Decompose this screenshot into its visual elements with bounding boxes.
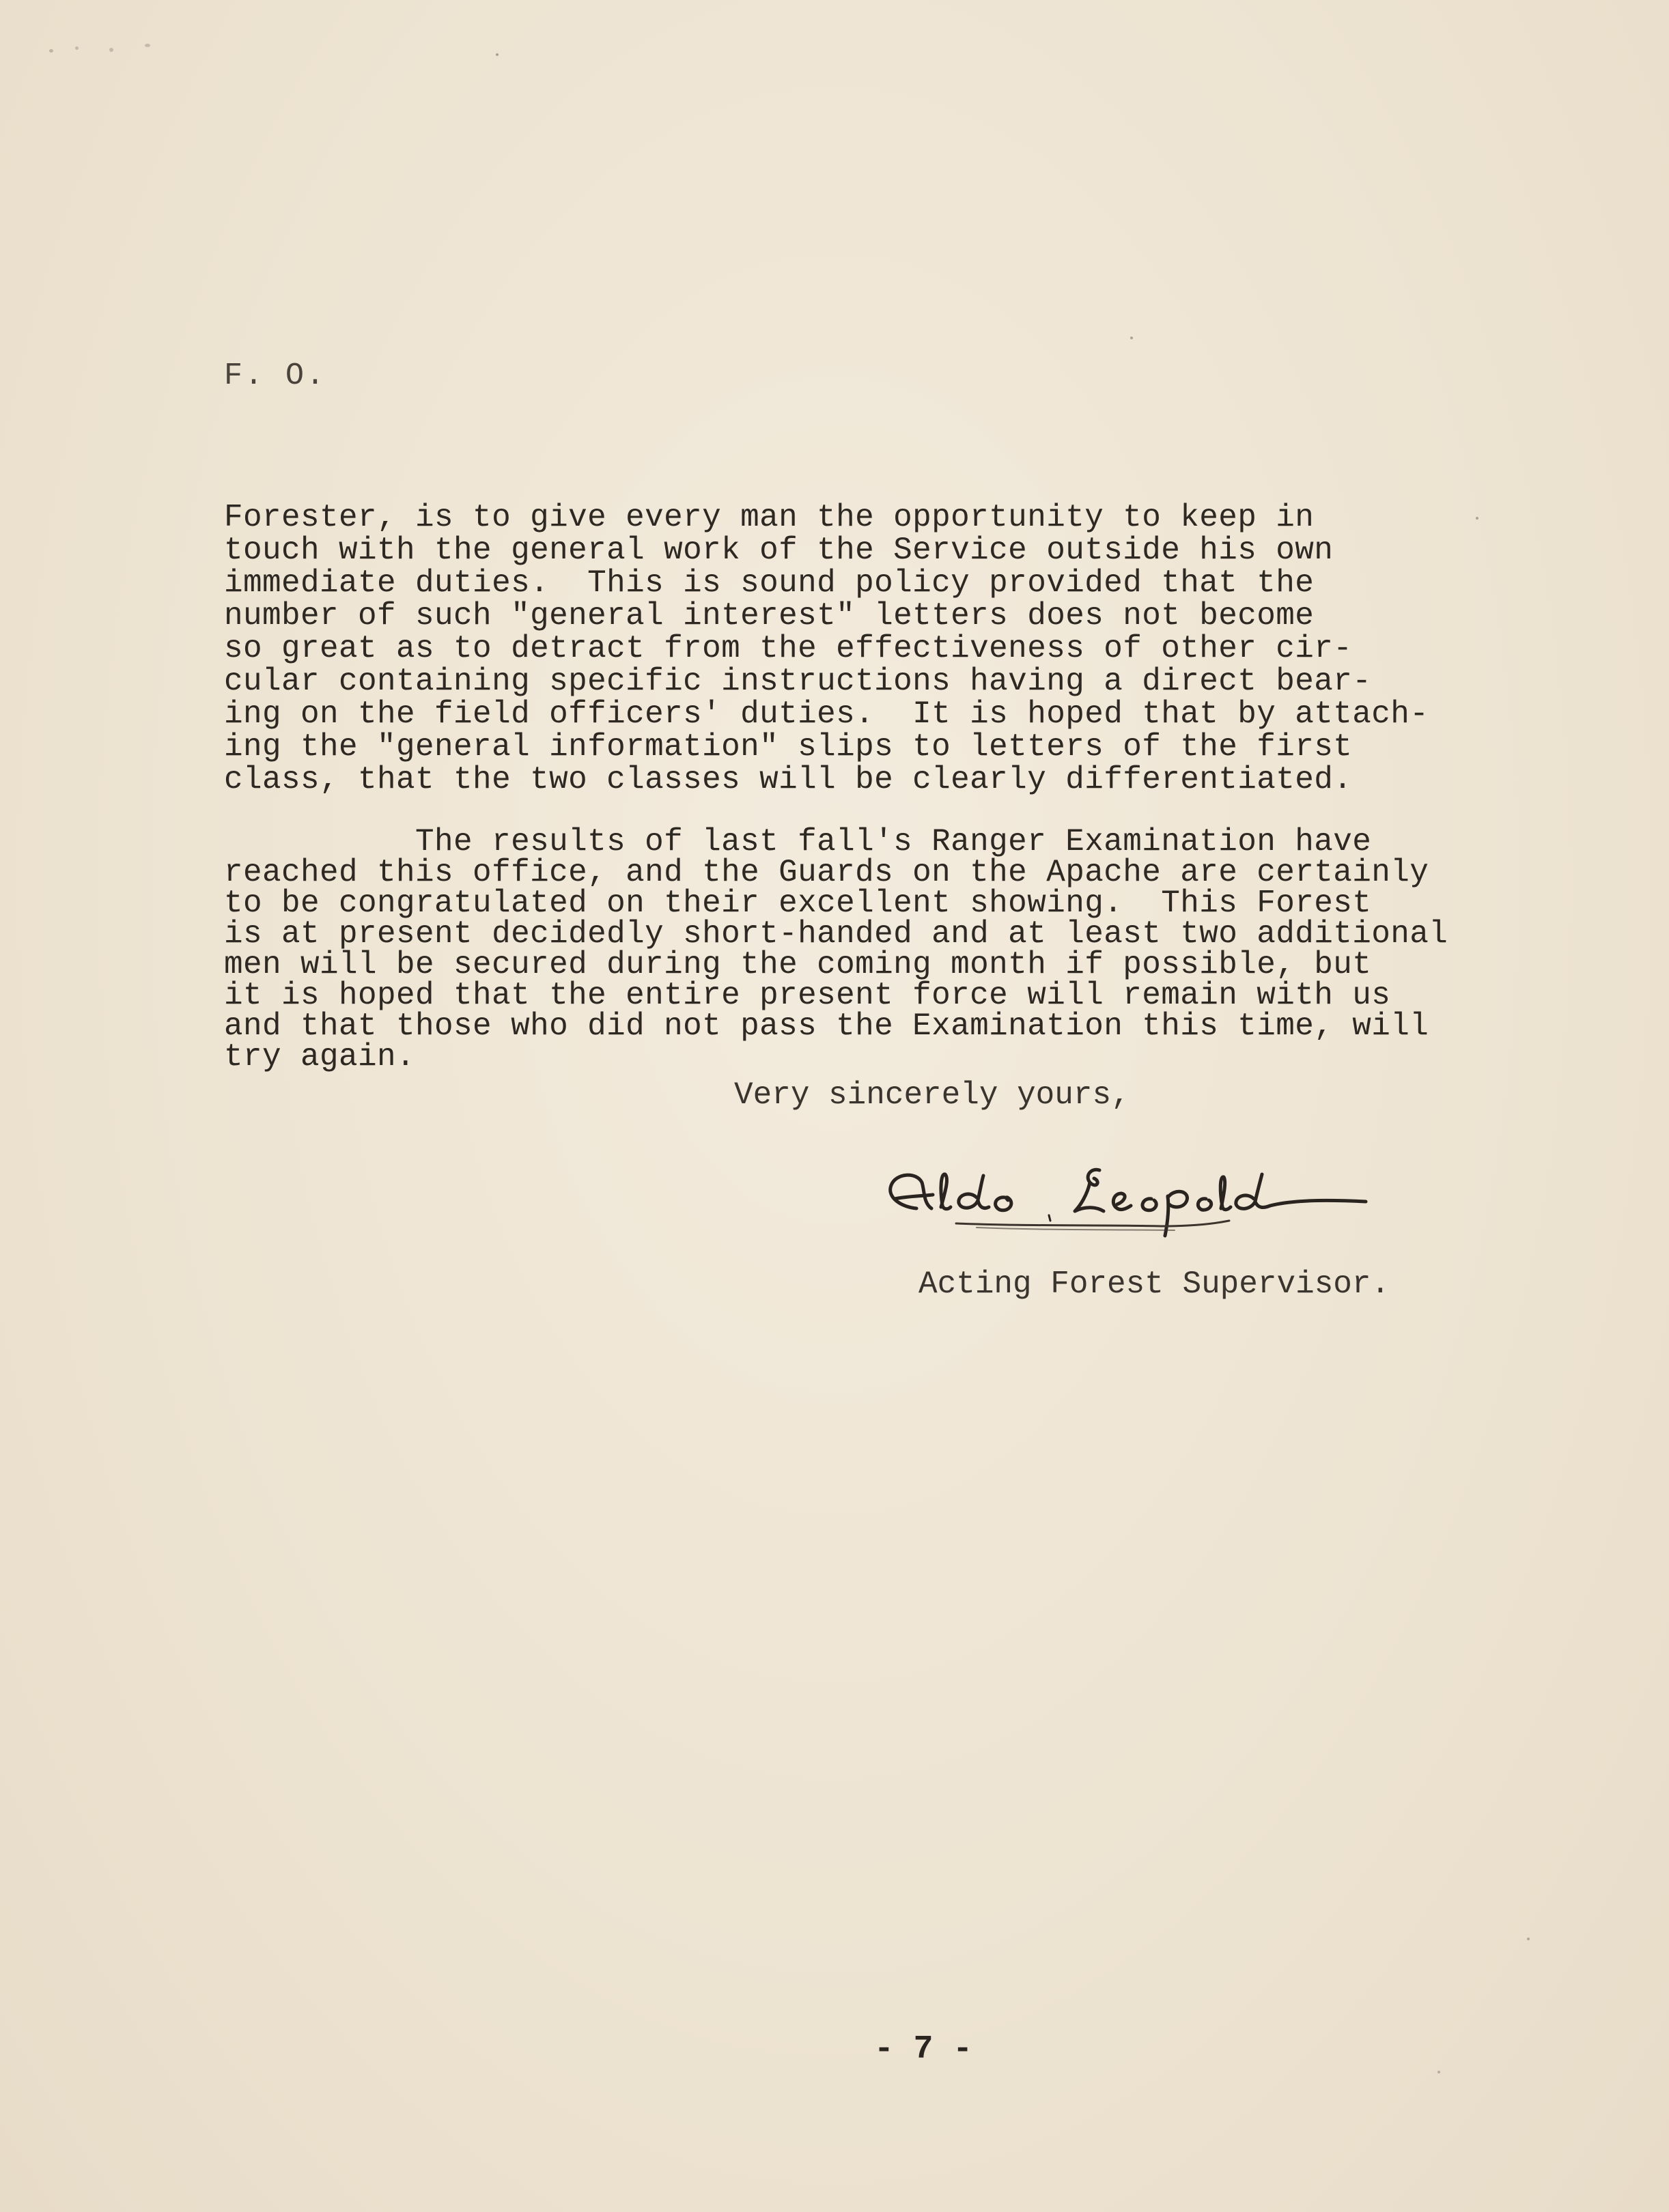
paper-speck [109,48,113,52]
paragraph-line: number of such "general interest" letters does not become [224,598,1315,634]
closing-salutation: Very sincerely yours, [734,1077,1130,1113]
paper-speck [1437,2071,1440,2073]
paper-speck [49,49,53,53]
paragraph-line: reached this office, and the Guards on the Apache are certainly [224,855,1429,890]
paragraph-line: is at present decidedly short-handed and at least two additional [224,916,1448,952]
paragraph-line: to be congratulated on their excellent showing. This Forest [224,885,1372,921]
paper-speck [496,53,499,56]
paper-speck [145,44,150,47]
paragraph-line: immediate duties. This is sound policy provided that the [224,565,1315,601]
paragraph-line: cular containing specific instructions having a direct bear- [224,664,1372,699]
paper-speck [75,46,79,50]
paper-speck [1130,337,1133,339]
paragraph-line: class, that the two classes will be clearly differentiated. [224,762,1353,797]
page-number: - 7 - [874,2031,973,2068]
header-initials: F. O. [224,358,327,393]
paper-speck [1476,517,1478,520]
paragraph-line: and that those who did not pass the Examination this time, will [224,1008,1429,1044]
paragraph-line: it is hoped that the entire present force will remain with us [224,978,1391,1013]
paragraph-line: ing the "general information" slips to letters of the first [224,729,1353,765]
paragraph-line: The results of last fall's Ranger Examination have [224,824,1372,860]
paragraph-line: try again. [224,1039,416,1075]
paragraph-line: ing on the field officers' duties. It is hoped that by attach- [224,696,1429,732]
paragraph-line: men will be secured during the coming month if possible, but [224,947,1372,982]
paragraph-line: Forester, is to give every man the opportunity to keep in [224,500,1315,535]
paragraph-line: touch with the general work of the Service outside his own [224,533,1334,568]
paper-speck [1527,1938,1530,1940]
handwritten-signature [874,1140,1393,1256]
signer-title: Acting Forest Supervisor. [918,1266,1390,1302]
paragraph-line: so great as to detract from the effectiveness of other cir- [224,631,1353,666]
